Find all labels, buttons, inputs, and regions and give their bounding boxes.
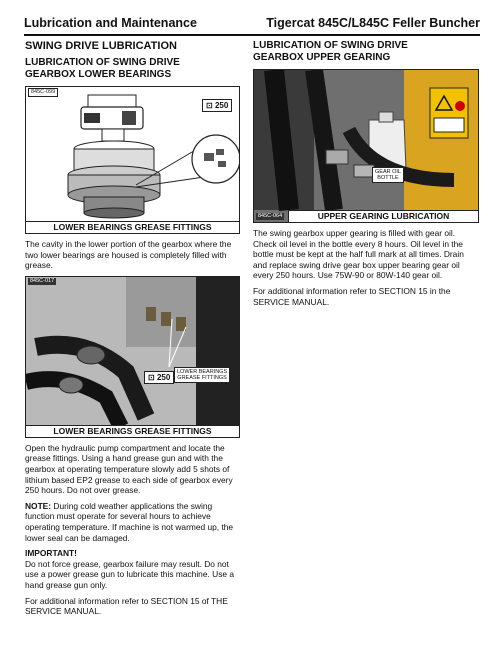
note-text: During cold weather applications the swing function must operate for several hours to achieve operating temperature. If machine is not warmed up, the lower seal can be damaged.: [25, 500, 234, 543]
callout-line2: GREASE FITTINGS: [177, 374, 227, 381]
note-label: NOTE:: [25, 500, 52, 511]
interval-hours: 250: [214, 101, 229, 110]
right-subtitle-line1: LUBRICATION OF SWING DRIVE: [253, 40, 408, 51]
header-left-title: Lubrication and Maintenance: [24, 16, 197, 30]
right-column: [253, 40, 479, 307]
grease-gun-icon: ⊡: [206, 101, 213, 110]
interval-box: [144, 371, 174, 384]
figure-caption: UPPER GEARING LUBRICATION: [288, 210, 478, 222]
callout-line2: BOTTLE: [377, 175, 399, 181]
left-subtitle-line1: LUBRICATION OF SWING DRIVE: [25, 57, 180, 68]
interval-hours: 250: [156, 372, 171, 382]
left-subtitle-line2: GEARBOX LOWER BEARINGS: [25, 69, 172, 80]
figure-lower-bearings-diagram: [25, 86, 240, 234]
important-label: IMPORTANT!: [25, 548, 77, 559]
right-para2: For additional information refer to SECTION 15 in the SERVICE MANUAL.: [253, 285, 451, 307]
photo-illustration: [26, 277, 239, 437]
note-paragraph: [25, 501, 240, 543]
figure-caption: LOWER BEARINGS GREASE FITTINGS: [26, 221, 239, 233]
callout-line1: LOWER BEARINGS: [177, 368, 228, 375]
figure-lower-bearings-photo: [25, 276, 240, 438]
section-title: SWING DRIVE LUBRICATION: [25, 40, 177, 52]
callout-line1: GEAR OIL: [375, 169, 401, 175]
left-para2: Open the hydraulic pump compartment and locate the grease fittings. Using a hand grease gun and with the gearbox at operating temperature slowly add 5 shots of lithium based EP2 grease to each side of gearbox every 250 hours. Do not over grease.: [25, 442, 233, 496]
grease-gun-icon: ⊡: [148, 372, 155, 382]
right-subtitle-line2: GEARBOX UPPER GEARING: [253, 52, 391, 63]
left-para1: The cavity in the lower portion of the gearbox where the two lower bearings are housed is completely filled with grease.: [25, 239, 232, 271]
figure-id: 845C-064: [258, 213, 283, 219]
header-right-title: Tigercat 845C/L845C Feller Buncher: [266, 16, 480, 30]
header-rule: [24, 34, 480, 36]
callout-gear-oil-bottle: [372, 167, 404, 183]
callout-lower-bearings: [174, 367, 230, 383]
figure-caption: LOWER BEARINGS GREASE FITTINGS: [26, 425, 239, 437]
figure-id: 845C-017: [30, 277, 55, 284]
left-para3: For additional information refer to SECTION 15 of THE SERVICE MANUAL.: [25, 595, 228, 617]
photo-illustration: [254, 70, 478, 222]
left-column: [25, 40, 240, 617]
page-header: [24, 14, 480, 34]
important-text: Do not force grease, gearbox failure may result. Do not use a power grease gun to lubricate this machine. Use a hand grease gun only.: [25, 558, 235, 590]
right-para1: The swing gearbox upper gearing is filled with gear oil. Check oil level in the bottle every 8 hours. Oil level in the bottle must be kept at the half full mark at all times. Drain and replace swing drive gear box upper bearing gear oil every 250 hours. Use 75W-90 or 80W-140 gear oil.: [253, 228, 464, 281]
figure-id: 845C-099: [28, 88, 58, 97]
interval-box: [202, 99, 232, 112]
figure-upper-gearing-photo: [253, 69, 479, 223]
